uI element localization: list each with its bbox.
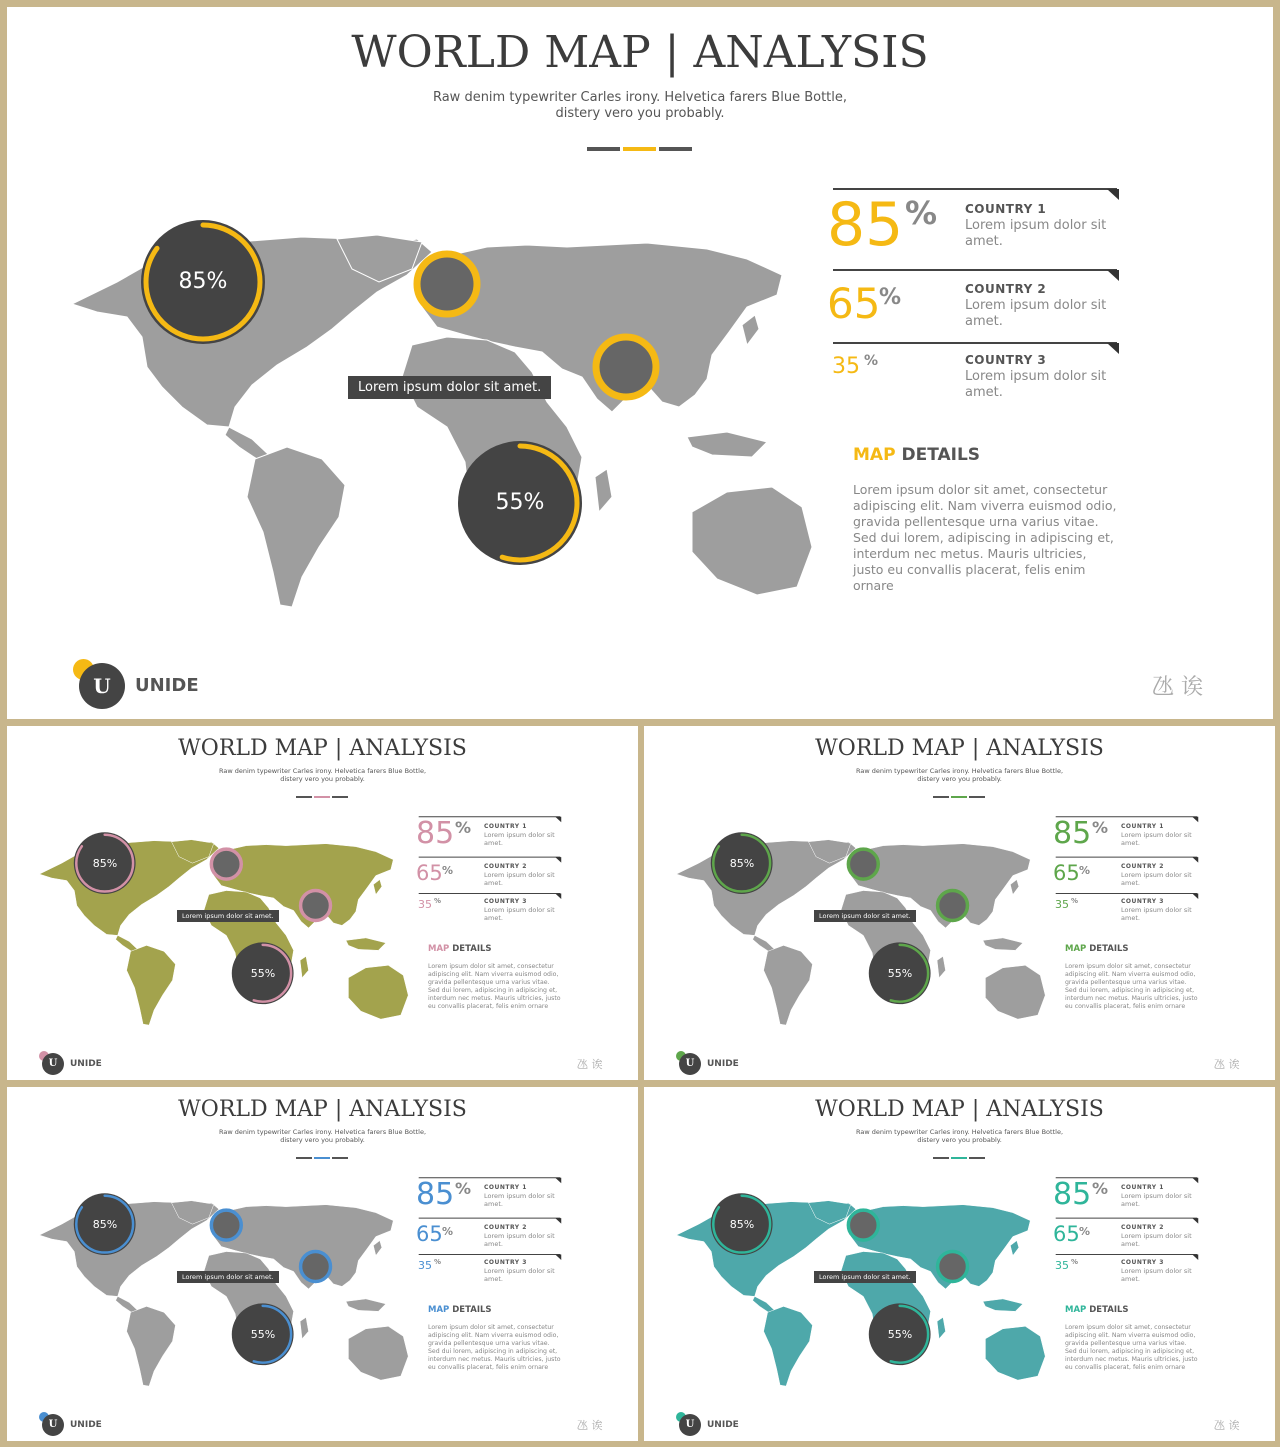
stat-pct-3: % <box>434 897 442 905</box>
stat-country-3: COUNTRY 3 <box>484 898 527 905</box>
title-underline <box>296 1157 348 1159</box>
madagascar <box>300 1317 308 1338</box>
stat-country-1: COUNTRY 1 <box>965 202 1047 216</box>
central-america <box>753 935 775 951</box>
subtitle-line1: Raw denim typewriter Carles irony. Helvetica farers Blue Bottle, <box>432 90 848 105</box>
stat-country-1: COUNTRY 1 <box>1121 1184 1164 1191</box>
stat-pct-2: % <box>879 285 902 310</box>
stat-country-2: COUNTRY 2 <box>1121 863 1164 870</box>
map-callout: Lorem ipsum dolor sit amet. <box>177 1271 279 1283</box>
stat-pct-2: % <box>442 864 454 877</box>
ring-label-55: 55% <box>887 967 913 980</box>
stat-pct-1: % <box>455 1179 472 1198</box>
page-title: WORLD MAP | ANALYSIS <box>178 1097 467 1122</box>
south-america <box>247 447 345 607</box>
stat-divider-tab-2 <box>555 1218 561 1223</box>
stat-desc-1: Lorem ipsum dolor sit amet. <box>484 831 555 848</box>
marker-asia <box>938 891 968 921</box>
title-underline <box>296 796 348 798</box>
footer-text: 氹 诶 <box>577 1419 603 1432</box>
stat-divider-tab-3 <box>555 1255 561 1260</box>
stat-divider-tab-1 <box>1192 817 1198 822</box>
stat-desc-1: Lorem ipsum dolor sit amet. <box>484 1192 555 1209</box>
title-underline <box>933 1157 985 1159</box>
map-details-text: Lorem ipsum dolor sit amet, consectetur adipiscing elit. Nam viverra euismod odio, gravida pellentesque urna varius vitae. Sed dui lorem, adipiscing in adipiscing et, interdum nec metus. Mauris ultricies, justo eu convallis placerat, felis enim ornare <box>1065 1324 1198 1371</box>
stat-desc-3: Lorem ipsum dolor sit amet. <box>484 1267 555 1284</box>
indonesia <box>687 432 767 457</box>
stat-country-2: COUNTRY 2 <box>1121 1224 1164 1231</box>
map-details-accent: MAP <box>1065 1305 1087 1315</box>
marker-asia <box>596 337 656 397</box>
stat-value-3: 35 <box>1055 1259 1069 1272</box>
footer-text: 氹 诶 <box>1214 1058 1240 1071</box>
stat-country-3: COUNTRY 3 <box>965 353 1047 367</box>
stat-value-2: 65 <box>416 861 443 885</box>
footer-text: 氹 诶 <box>1152 675 1203 700</box>
stat-country-1: COUNTRY 1 <box>1121 823 1164 830</box>
madagascar <box>937 956 945 977</box>
stat-divider-tab-3 <box>1192 1255 1198 1260</box>
stat-pct-3: % <box>434 1258 442 1266</box>
subtitle-line1: Raw denim typewriter Carles irony. Helvetica farers Blue Bottle, <box>855 767 1064 775</box>
map-details-rest: DETAILS <box>1086 1305 1129 1315</box>
stat-value-2: 65 <box>1053 861 1080 885</box>
stat-pct-3: % <box>1071 897 1079 905</box>
marker-europe <box>211 1210 241 1240</box>
ring-label-85: 85% <box>92 857 118 870</box>
stat-pct-2: % <box>1079 1225 1091 1238</box>
australia <box>348 965 408 1019</box>
brand-name: UNIDE <box>707 1059 739 1069</box>
australia <box>692 487 812 595</box>
central-america <box>116 935 138 951</box>
map-details-rest: DETAILS <box>895 445 981 465</box>
stat-value-2: 65 <box>416 1222 443 1246</box>
stat-country-3: COUNTRY 3 <box>484 1259 527 1266</box>
stat-divider-tab-1 <box>555 817 561 822</box>
stat-pct-1: % <box>455 818 472 837</box>
map-callout: Lorem ipsum dolor sit amet. <box>177 910 279 922</box>
stat-desc-1: Lorem ipsum dolor sit amet. <box>965 218 1107 250</box>
map-details-rest: DETAILS <box>449 1305 492 1315</box>
map-details-title <box>428 1305 492 1315</box>
map-details-accent: MAP <box>428 1305 450 1315</box>
ring-label-55: 55% <box>495 490 545 515</box>
ring-label-55: 55% <box>887 1328 913 1341</box>
stat-country-2: COUNTRY 2 <box>484 863 527 870</box>
south-america <box>127 1306 176 1386</box>
stat-divider-tab-3 <box>1192 894 1198 899</box>
australia <box>985 1326 1045 1380</box>
slide-variant-blue <box>7 1087 638 1441</box>
brand-logo: U <box>42 1053 64 1075</box>
stat-divider-tab-3 <box>1107 343 1119 354</box>
marker-asia <box>301 1252 331 1282</box>
title-underline <box>587 147 692 151</box>
stat-divider-tab-2 <box>555 857 561 862</box>
stat-pct-1: % <box>1092 818 1109 837</box>
map-callout: Lorem ipsum dolor sit amet. <box>814 910 916 922</box>
south-america <box>764 945 813 1025</box>
stat-pct-3: % <box>1071 1258 1079 1266</box>
slide-variant-green <box>644 726 1275 1080</box>
indonesia <box>346 938 386 950</box>
stat-value-3: 35 <box>418 898 432 911</box>
stat-divider-tab-3 <box>555 894 561 899</box>
madagascar <box>300 956 308 977</box>
map-details-title <box>1065 944 1129 954</box>
stat-desc-1: Lorem ipsum dolor sit amet. <box>1121 831 1192 848</box>
subtitle-line2: distery vero you probably. <box>280 775 365 783</box>
stat-country-1: COUNTRY 1 <box>484 823 527 830</box>
marker-europe <box>417 254 477 314</box>
stat-pct-3: % <box>864 353 879 369</box>
footer-text: 氹 诶 <box>577 1058 603 1071</box>
japan <box>373 1241 381 1256</box>
japan <box>742 315 759 345</box>
stat-pct-1: % <box>905 194 938 232</box>
indonesia <box>983 1299 1023 1311</box>
indonesia <box>983 938 1023 950</box>
map-details-title <box>1065 1305 1129 1315</box>
stat-divider-tab-2 <box>1192 1218 1198 1223</box>
stat-desc-2: Lorem ipsum dolor sit amet. <box>484 1232 555 1249</box>
stat-divider-tab-2 <box>1192 857 1198 862</box>
slide-main <box>7 7 1273 719</box>
australia <box>985 965 1045 1019</box>
stat-country-2: COUNTRY 2 <box>965 282 1047 296</box>
subtitle-line1: Raw denim typewriter Carles irony. Helvetica farers Blue Bottle, <box>218 767 427 775</box>
map-details-rest: DETAILS <box>449 944 492 954</box>
stat-desc-1: Lorem ipsum dolor sit amet. <box>1121 1192 1192 1209</box>
stat-value-3: 35 <box>1055 898 1069 911</box>
brand-name: UNIDE <box>707 1420 739 1430</box>
slide-variant-pink <box>7 726 638 1080</box>
stat-desc-3: Lorem ipsum dolor sit amet. <box>484 906 555 923</box>
stat-desc-2: Lorem ipsum dolor sit amet. <box>1121 871 1192 888</box>
south-america <box>127 945 176 1025</box>
map-details-title <box>853 445 980 465</box>
stat-country-3: COUNTRY 3 <box>1121 1259 1164 1266</box>
australia <box>348 1326 408 1380</box>
stat-divider-tab-1 <box>1192 1178 1198 1183</box>
marker-europe <box>848 1210 878 1240</box>
stat-pct-2: % <box>1079 864 1091 877</box>
madagascar <box>595 469 612 512</box>
stat-value-1: 85 <box>416 816 455 851</box>
brand-logo: U <box>79 663 125 709</box>
map-details-accent: MAP <box>1065 944 1087 954</box>
stat-desc-3: Lorem ipsum dolor sit amet. <box>1121 906 1192 923</box>
stat-divider-tab-1 <box>1107 189 1119 200</box>
ring-label-85: 85% <box>729 1218 755 1231</box>
ring-label-55: 55% <box>250 967 276 980</box>
stat-desc-2: Lorem ipsum dolor sit amet. <box>484 871 555 888</box>
subtitle-line1: Raw denim typewriter Carles irony. Helvetica farers Blue Bottle, <box>218 1128 427 1136</box>
subtitle-line1: Raw denim typewriter Carles irony. Helvetica farers Blue Bottle, <box>855 1128 1064 1136</box>
ring-label-85: 85% <box>92 1218 118 1231</box>
ring-label-85: 85% <box>178 269 228 294</box>
south-america <box>764 1306 813 1386</box>
madagascar <box>937 1317 945 1338</box>
map-details-text: Lorem ipsum dolor sit amet, consectetur adipiscing elit. Nam viverra euismod odio, gravida pellentesque urna varius vitae. Sed dui lorem, adipiscing in adipiscing et, interdum nec metus. Mauris ultricies, justo eu convallis placerat, felis enim ornare <box>853 482 1117 593</box>
brand-name: UNIDE <box>135 675 199 696</box>
slide-variant-teal <box>644 1087 1275 1441</box>
stat-value-1: 85 <box>1053 816 1092 851</box>
ring-label-55: 55% <box>250 1328 276 1341</box>
stat-pct-1: % <box>1092 1179 1109 1198</box>
japan <box>373 880 381 895</box>
stat-divider-tab-2 <box>1107 270 1119 281</box>
map-details-text: Lorem ipsum dolor sit amet, consectetur adipiscing elit. Nam viverra euismod odio, gravida pellentesque urna varius vitae. Sed dui lorem, adipiscing in adipiscing et, interdum nec metus. Mauris ultricies, justo eu convallis placerat, felis enim ornare <box>1065 963 1198 1010</box>
brand-logo: U <box>679 1414 701 1436</box>
brand-logo: U <box>42 1414 64 1436</box>
marker-asia <box>301 891 331 921</box>
marker-asia <box>938 1252 968 1282</box>
map-details-text: Lorem ipsum dolor sit amet, consectetur adipiscing elit. Nam viverra euismod odio, gravida pellentesque urna varius vitae. Sed dui lorem, adipiscing in adipiscing et, interdum nec metus. Mauris ultricies, justo eu convallis placerat, felis enim ornare <box>428 963 561 1010</box>
stat-value-1: 85 <box>827 190 904 260</box>
map-details-accent: MAP <box>853 445 896 465</box>
page-title: WORLD MAP | ANALYSIS <box>178 736 467 761</box>
marker-europe <box>211 849 241 879</box>
japan <box>1010 1241 1018 1256</box>
map-details-accent: MAP <box>428 944 450 954</box>
subtitle-line2: distery vero you probably. <box>917 1136 1002 1144</box>
brand-logo: U <box>679 1053 701 1075</box>
central-america <box>116 1296 138 1312</box>
map-callout: Lorem ipsum dolor sit amet. <box>814 1271 916 1283</box>
central-america <box>753 1296 775 1312</box>
stat-value-2: 65 <box>1053 1222 1080 1246</box>
page-title: WORLD MAP | ANALYSIS <box>351 27 929 78</box>
japan <box>1010 880 1018 895</box>
subtitle-line2: distery vero you probably. <box>280 1136 365 1144</box>
marker-europe <box>848 849 878 879</box>
stat-country-1: COUNTRY 1 <box>484 1184 527 1191</box>
map-callout: Lorem ipsum dolor sit amet. <box>348 376 551 399</box>
page-title: WORLD MAP | ANALYSIS <box>815 736 1104 761</box>
stat-value-3: 35 <box>832 354 860 379</box>
footer-text: 氹 诶 <box>1214 1419 1240 1432</box>
subtitle-line2: distery vero you probably. <box>555 106 725 121</box>
stat-desc-2: Lorem ipsum dolor sit amet. <box>1121 1232 1192 1249</box>
title-underline <box>933 796 985 798</box>
stat-desc-3: Lorem ipsum dolor sit amet. <box>1121 1267 1192 1284</box>
map-details-text: Lorem ipsum dolor sit amet, consectetur adipiscing elit. Nam viverra euismod odio, gravida pellentesque urna varius vitae. Sed dui lorem, adipiscing in adipiscing et, interdum nec metus. Mauris ultricies, justo eu convallis placerat, felis enim ornare <box>428 1324 561 1371</box>
stat-desc-3: Lorem ipsum dolor sit amet. <box>965 369 1107 401</box>
map-details-title <box>428 944 492 954</box>
map-details-rest: DETAILS <box>1086 944 1129 954</box>
stat-value-3: 35 <box>418 1259 432 1272</box>
stat-desc-2: Lorem ipsum dolor sit amet. <box>965 298 1107 330</box>
stat-value-2: 65 <box>827 279 881 328</box>
ring-label-85: 85% <box>729 857 755 870</box>
indonesia <box>346 1299 386 1311</box>
central-america <box>225 427 269 459</box>
subtitle-line2: distery vero you probably. <box>917 775 1002 783</box>
stat-country-2: COUNTRY 2 <box>484 1224 527 1231</box>
page-title: WORLD MAP | ANALYSIS <box>815 1097 1104 1122</box>
stat-value-1: 85 <box>416 1177 455 1212</box>
brand-name: UNIDE <box>70 1420 102 1430</box>
stat-divider-tab-1 <box>555 1178 561 1183</box>
stat-country-3: COUNTRY 3 <box>1121 898 1164 905</box>
stat-pct-2: % <box>442 1225 454 1238</box>
stat-value-1: 85 <box>1053 1177 1092 1212</box>
brand-name: UNIDE <box>70 1059 102 1069</box>
